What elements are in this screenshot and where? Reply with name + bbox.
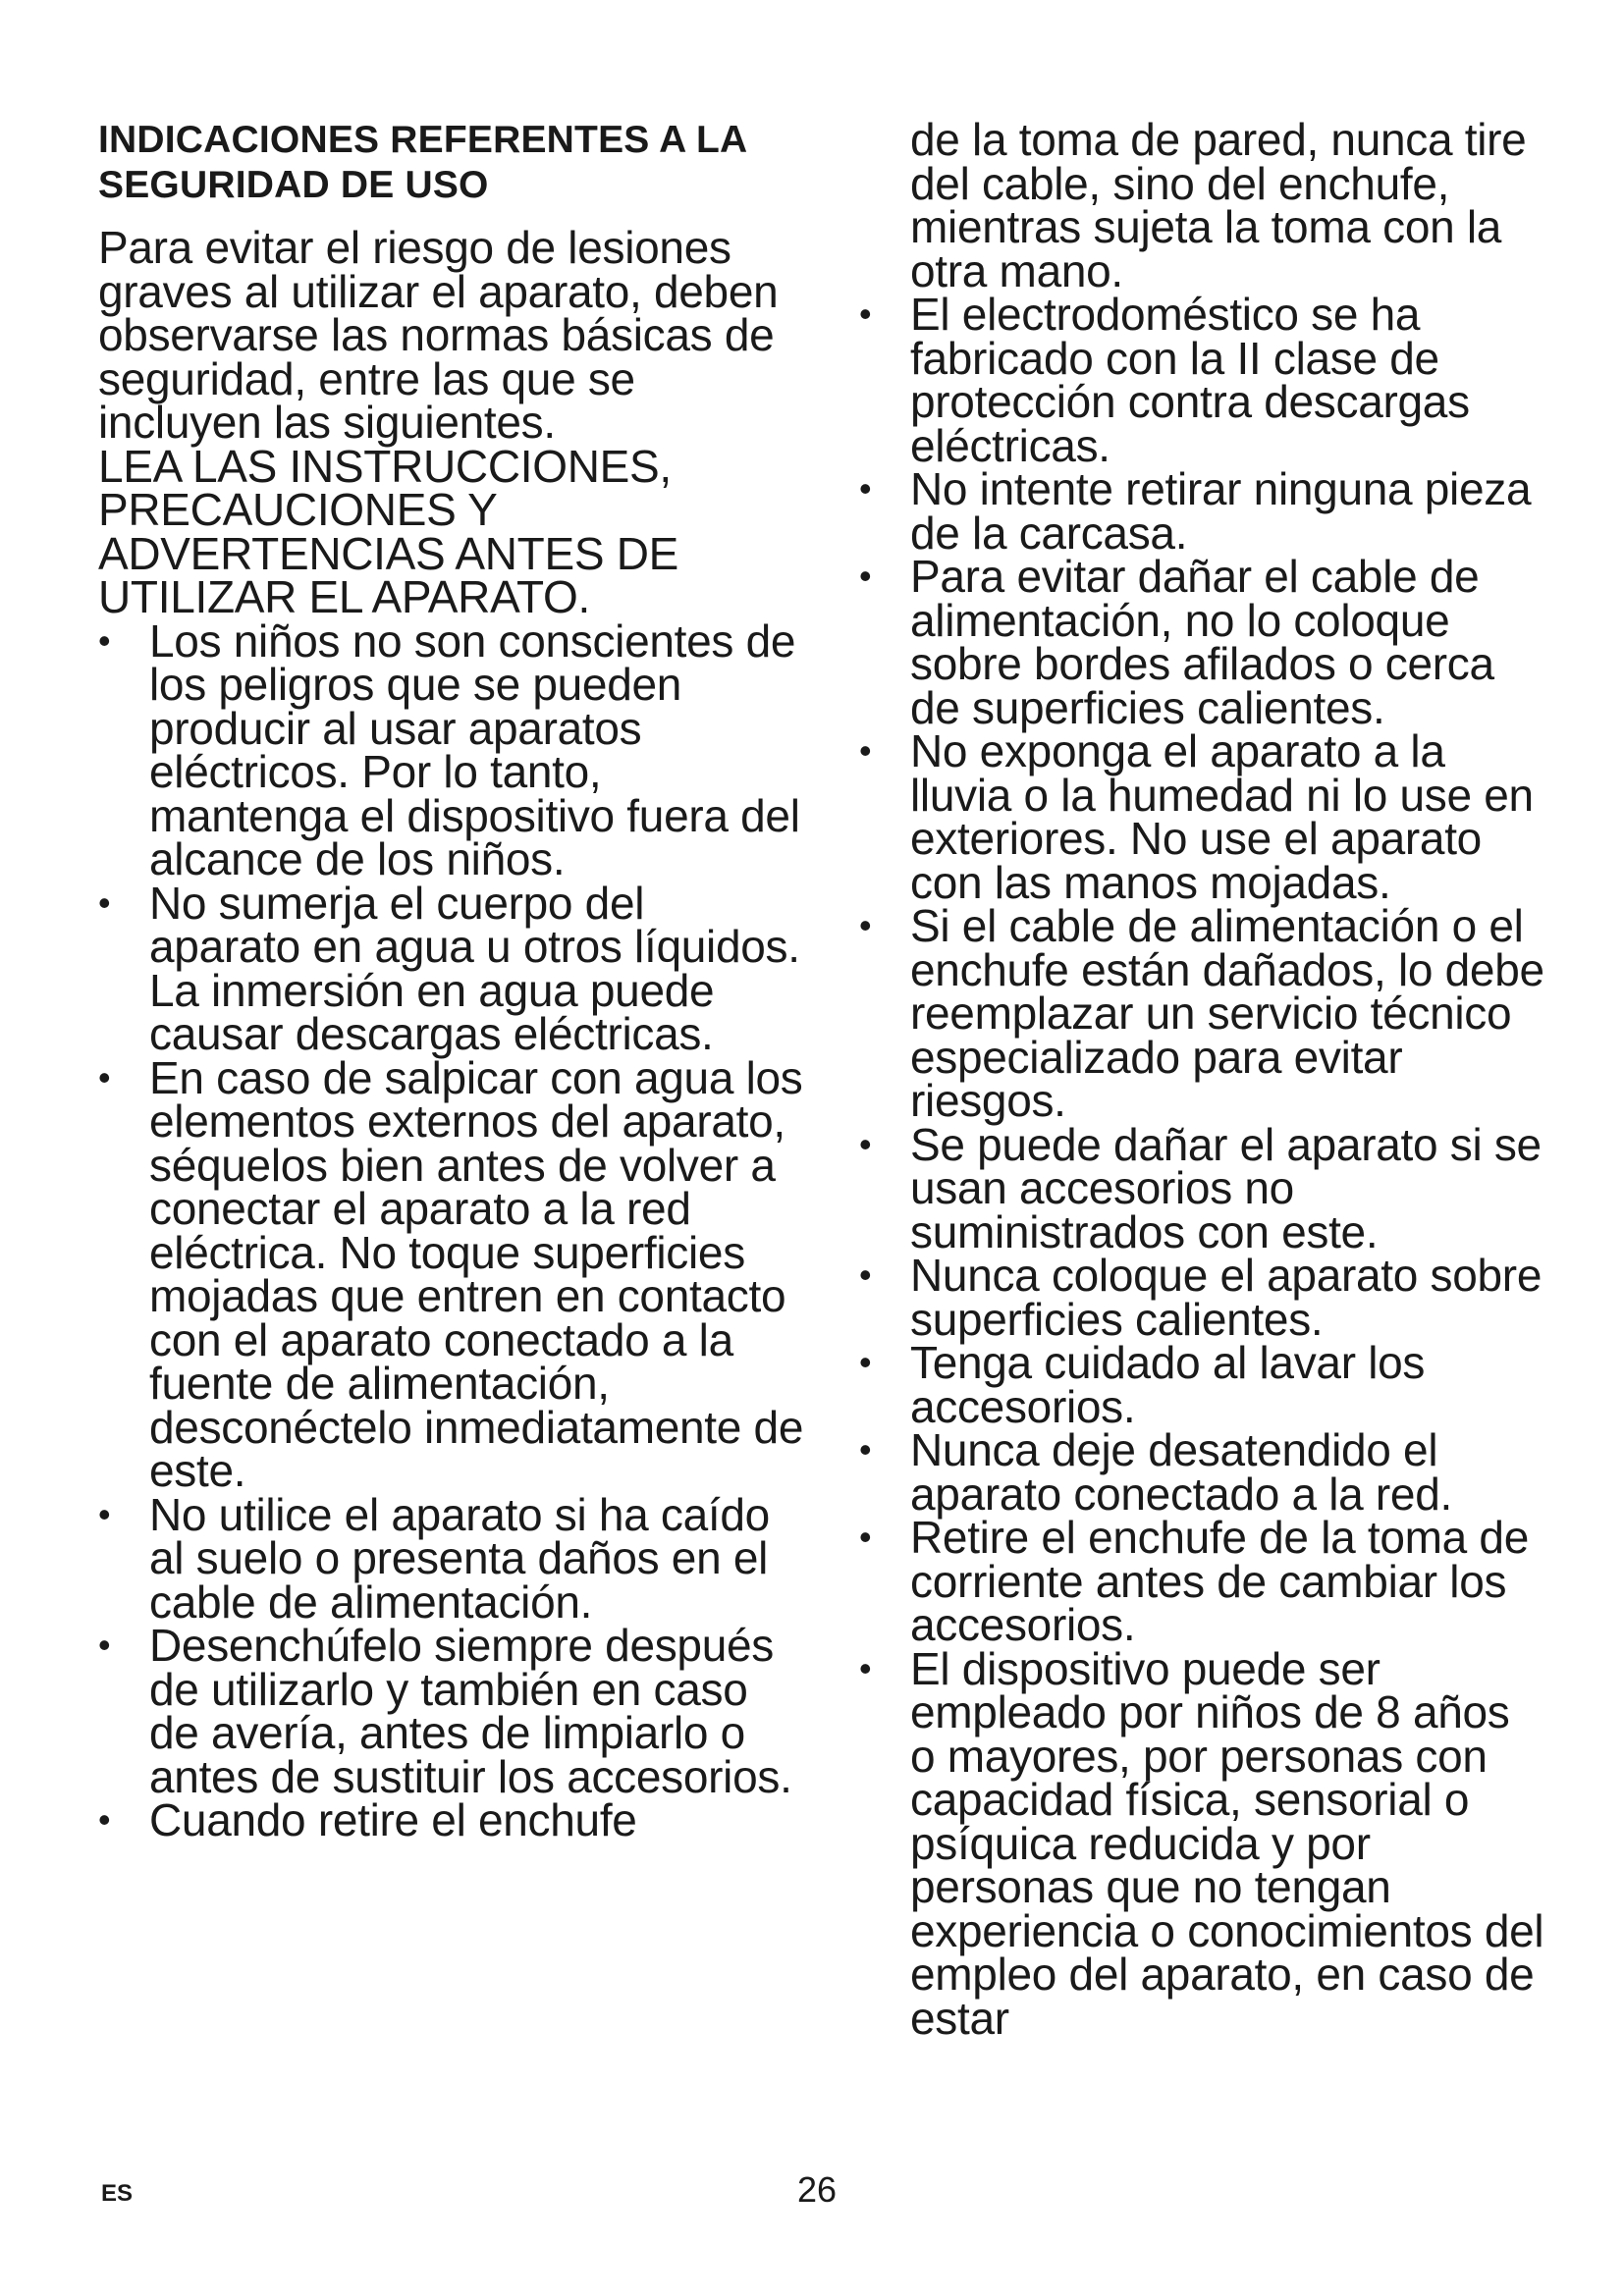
bullet-icon: • bbox=[98, 881, 111, 923]
list-item: • Tenga cuidado al lavar los accesorios. bbox=[859, 1337, 1426, 1432]
list-item: • Se puede dañar el aparato si se usan accesorios no suministrados con este. bbox=[859, 1118, 1542, 1257]
left-bullet-list bbox=[98, 614, 805, 1845]
list-item: • No utilice el aparato si ha caído al suelo o presenta daños en el cable de alimentación. bbox=[98, 1488, 770, 1628]
list-item: • Nunca deje desatendido el aparato conectado a la red. bbox=[859, 1424, 1452, 1520]
section-heading: INDICACIONES REFERENTES A LA SEGURIDAD DE USO bbox=[98, 119, 746, 206]
bullet-icon: • bbox=[859, 730, 872, 771]
bullet-icon: • bbox=[859, 1342, 872, 1382]
bullet-icon: • bbox=[859, 556, 872, 596]
continuation-paragraph: de la toma de pared, nunca tire del cable, sino del enchufe, mientras sujeta la toma con la otra mano. bbox=[910, 114, 1527, 296]
list-item: • Los niños no son conscientes de los peligros que se pueden producir al usar aparatos eléctricos. Por lo tanto, mantenga el dispositivo fuera del alcance de los niños. bbox=[98, 614, 800, 884]
list-item: • No exponga el aparato a la lluvia o la humedad ni lo use en exteriores. No use el aparato con las manos mojadas. bbox=[859, 725, 1534, 908]
list-item: • En caso de salpicar con agua los elementos externos del aparato, séquelos bien antes de volver a conectar el aparato a la red eléctrica. No toque superficies mojadas que entren en contacto con el aparato conectado a la fuente de alimentación, desconéctelo inmediatamente de este. bbox=[98, 1051, 804, 1496]
list-item: • Desenchúfelo siempre después de utilizarlo y también en caso de avería, antes de limpiarlo o antes de sustituir los accesorios. bbox=[98, 1620, 792, 1802]
bullet-icon: • bbox=[98, 1625, 111, 1665]
list-item: • Cuando retire el enchufe bbox=[98, 1794, 637, 1845]
bullet-icon: • bbox=[859, 468, 872, 508]
bullet-icon: • bbox=[98, 1799, 111, 1840]
bullet-icon: • bbox=[98, 1493, 111, 1534]
bullet-icon: • bbox=[859, 294, 872, 334]
list-item: • Retire el enchufe de la toma de corriente antes de cambiar los accesorios. bbox=[859, 1512, 1529, 1650]
left-column bbox=[98, 118, 805, 1845]
list-item: • El dispositivo puede ser empleado por niños de 8 años o mayores, por personas con capacidad física, sensorial o psíquica reducida y por personas que no tengan experiencia o conocimientos del empleo del aparato, en caso de estar bbox=[859, 1642, 1544, 2044]
list-item: • Nunca coloque el aparato sobre superficies calientes. bbox=[859, 1250, 1543, 1345]
list-item: • Si el cable de alimentación o el enchufe están dañados, lo debe reemplazar un servicio técnico especializado para evitar riesgos. bbox=[859, 900, 1544, 1126]
page-number: 26 bbox=[797, 2169, 838, 2210]
right-bullet-list bbox=[859, 289, 1546, 2044]
bullet-icon: • bbox=[98, 1056, 111, 1097]
list-item: • No sumerja el cuerpo del aparato en agua u otros líquidos. La inmersión en agua puede causar descargas eléctricas. bbox=[98, 877, 800, 1059]
list-item: • No intente retirar ninguna pieza de la carcasa. bbox=[859, 463, 1532, 559]
bullet-icon: • bbox=[859, 1429, 872, 1469]
language-code: ES bbox=[101, 2180, 134, 2207]
bullet-icon: • bbox=[98, 619, 111, 661]
bullet-icon: • bbox=[859, 1255, 872, 1295]
right-column bbox=[859, 114, 1546, 2044]
list-item: • Para evitar dañar el cable de alimentación, no lo coloque sobre bordes afilados o cerca de superficies calientes. bbox=[859, 551, 1494, 733]
bullet-icon: • bbox=[859, 905, 872, 945]
bullet-icon: • bbox=[859, 1123, 872, 1164]
intro-paragraph: Para evitar el riesgo de lesiones graves al utilizar el aparato, deben observarse las normas básicas de seguridad, entre las que se incluyen las siguientes. bbox=[98, 222, 779, 448]
bullet-icon: • bbox=[859, 1647, 872, 1688]
caps-warning: LEA LAS INSTRUCCIONES, PRECAUCIONES Y ADVERTENCIAS ANTES DE UTILIZAR EL APARATO. bbox=[98, 440, 679, 622]
bullet-icon: • bbox=[859, 1517, 872, 1557]
list-item: • El electrodoméstico se ha fabricado con la II clase de protección contra descargas eléctricas. bbox=[859, 289, 1470, 471]
